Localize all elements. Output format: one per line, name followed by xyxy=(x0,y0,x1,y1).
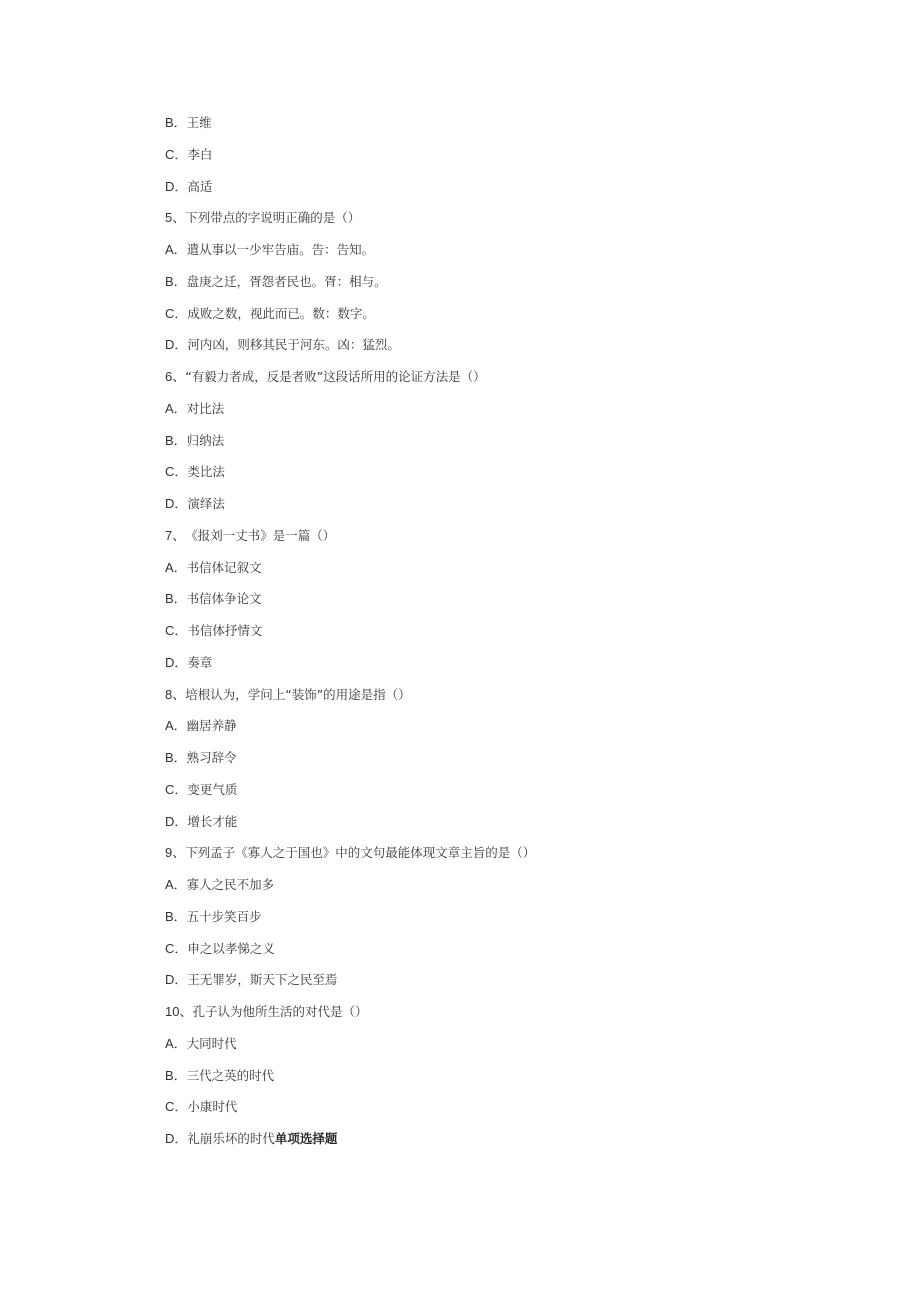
answer-option xyxy=(165,272,865,304)
answer-option xyxy=(165,812,865,844)
option-text: 小康时代 xyxy=(187,1099,238,1115)
question-stem xyxy=(165,843,865,875)
option-text: 书信体抒情文 xyxy=(187,623,263,638)
option-letter: A． xyxy=(165,718,187,734)
option-letter: B． xyxy=(165,908,187,924)
option-letter: D． xyxy=(165,337,188,353)
option-letter: C． xyxy=(165,305,188,321)
option-letter: D． xyxy=(165,654,188,670)
option-letter: C． xyxy=(165,464,188,480)
option-text: 大同时代 xyxy=(186,1035,237,1051)
answer-option xyxy=(165,399,865,431)
answer-option xyxy=(165,1097,865,1129)
answer-option xyxy=(165,653,865,685)
answer-option xyxy=(165,748,865,780)
option-text: 五十步笑百步 xyxy=(186,908,262,924)
option-letter: C． xyxy=(165,781,188,797)
question-number: 5、 xyxy=(165,210,186,226)
option-text: 熟习辞令 xyxy=(186,750,237,765)
option-letter: D． xyxy=(165,178,188,194)
option-text: 河内凶，则移其民于河东。凶：猛烈。 xyxy=(187,337,400,353)
option-text: 奏章 xyxy=(187,654,213,670)
option-text: 李白 xyxy=(187,146,213,162)
option-letter: B． xyxy=(165,1067,187,1083)
option-letter: C． xyxy=(165,940,188,956)
option-text: 寡人之民不加多 xyxy=(186,877,275,892)
question-text: 培根认为，学问上“装饰”的用途是指（） xyxy=(185,686,411,702)
option-letter: B． xyxy=(165,115,187,130)
question-text: 《报刘一丈书》是一篇（） xyxy=(185,527,336,543)
answer-option xyxy=(165,177,865,209)
answer-option xyxy=(165,431,865,463)
option-letter: B． xyxy=(165,432,187,448)
section-heading: 单项选择题 xyxy=(274,1131,338,1146)
option-text: 王维 xyxy=(186,115,212,130)
option-text: 盘庚之迁，胥怨者民也。胥：相与。 xyxy=(186,273,387,289)
option-letter: A． xyxy=(165,877,187,892)
question-stem xyxy=(165,685,865,717)
answer-option xyxy=(165,494,865,526)
answer-option xyxy=(165,907,865,939)
question-number: 9、 xyxy=(165,845,186,861)
option-text: 归纳法 xyxy=(186,432,225,448)
option-text: 类比法 xyxy=(187,464,225,480)
option-text: 幽居养静 xyxy=(186,718,237,734)
answer-option xyxy=(165,1034,865,1066)
option-text: 遣从事以一少牢告庙。告：告知。 xyxy=(186,242,375,257)
question-text: 下列孟子《寡人之于国也》中的文句最能体现文章主旨的是（） xyxy=(185,845,536,861)
option-text: 王无罪岁，斯天下之民至焉 xyxy=(187,972,338,988)
option-letter: B． xyxy=(165,750,187,765)
option-letter: C． xyxy=(165,146,188,162)
option-letter: C． xyxy=(165,1099,188,1115)
answer-option xyxy=(165,621,865,653)
answer-option xyxy=(165,145,865,177)
option-text: 变更气质 xyxy=(187,781,238,797)
question-stem xyxy=(165,526,865,558)
answer-option xyxy=(165,335,865,367)
option-text: 增长才能 xyxy=(187,813,238,829)
option-letter: D． xyxy=(165,496,188,511)
answer-option xyxy=(165,939,865,971)
option-text: 对比法 xyxy=(186,400,225,416)
answer-option xyxy=(165,304,865,336)
answer-option xyxy=(165,589,865,621)
answer-option xyxy=(165,1066,865,1098)
option-letter: C． xyxy=(165,623,188,638)
answer-option xyxy=(165,462,865,494)
answer-option xyxy=(165,558,865,590)
answer-option xyxy=(165,1129,865,1161)
question-text: 下列带点的字说明正确的是（） xyxy=(185,210,361,226)
option-text: 礼崩乐坏的时代 xyxy=(187,1131,275,1146)
question-number: 10、 xyxy=(165,1004,193,1019)
option-text: 书信体争论文 xyxy=(186,591,262,607)
option-text: 高适 xyxy=(187,178,213,194)
question-stem xyxy=(165,1002,865,1034)
option-text: 演绎法 xyxy=(187,496,225,511)
question-number: 7、 xyxy=(165,527,186,543)
answer-option xyxy=(165,970,865,1002)
answer-option xyxy=(165,113,865,145)
question-list xyxy=(165,113,865,1161)
option-text: 成败之数，视此而已。数：数字。 xyxy=(187,305,375,321)
option-letter: A． xyxy=(165,400,187,416)
question-text: 孔子认为他所生活的对代是（） xyxy=(192,1004,368,1019)
option-letter: A． xyxy=(165,1035,187,1051)
answer-option xyxy=(165,875,865,907)
option-letter: D． xyxy=(165,972,188,988)
option-letter: D． xyxy=(165,813,188,829)
option-letter: A． xyxy=(165,559,187,575)
option-letter: D． xyxy=(165,1131,188,1146)
option-text: 三代之英的时代 xyxy=(186,1067,275,1083)
answer-option xyxy=(165,716,865,748)
option-text: 书信体记叙文 xyxy=(186,559,262,575)
question-stem xyxy=(165,367,865,399)
option-letter: B． xyxy=(165,591,187,607)
question-number: 6、 xyxy=(165,369,186,384)
question-stem xyxy=(165,208,865,240)
answer-option xyxy=(165,240,865,272)
option-letter: A． xyxy=(165,242,187,257)
question-text: “有毅力者成，反是者败”这段话所用的论证方法是（） xyxy=(185,369,486,384)
question-number: 8、 xyxy=(165,686,186,702)
option-text: 申之以孝悌之义 xyxy=(187,940,275,956)
answer-option xyxy=(165,780,865,812)
option-letter: B． xyxy=(165,273,187,289)
